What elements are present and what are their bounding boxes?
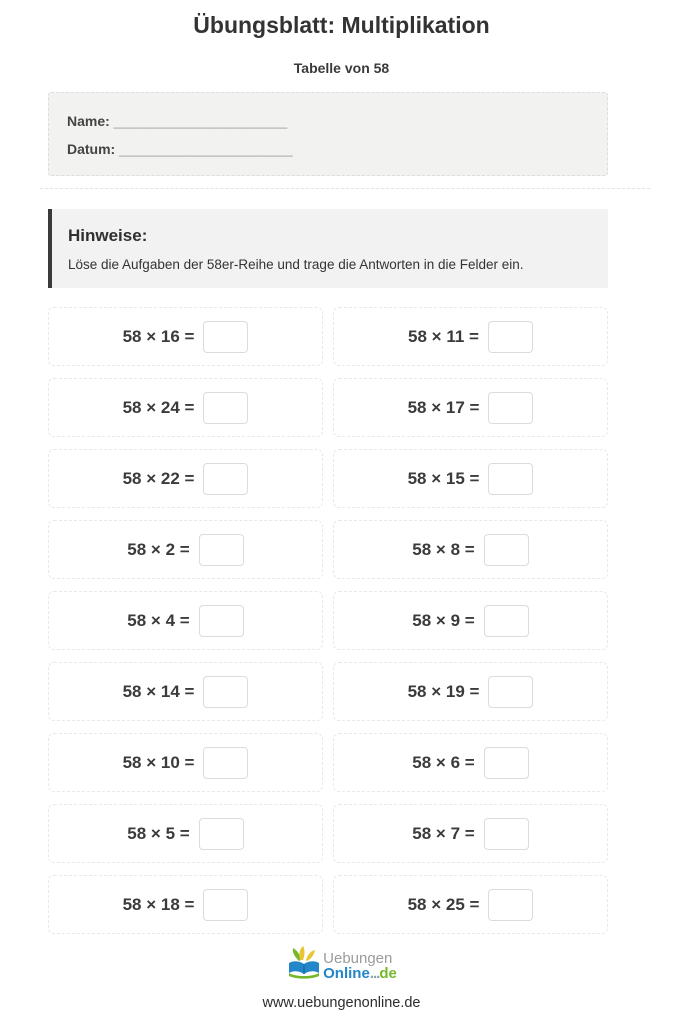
logo (286, 946, 397, 985)
logo-text (323, 951, 397, 981)
answer-input[interactable] (484, 534, 529, 566)
problem-text: 58 × 2 = (127, 539, 190, 559)
section-divider (40, 188, 650, 189)
problem-text: 58 × 16 = (122, 326, 195, 346)
problem-text: 58 × 22 = (122, 468, 195, 488)
problem-card (333, 378, 608, 437)
problem-card (48, 449, 323, 508)
problem-text: 58 × 6 = (412, 752, 475, 772)
problem-text: 58 × 10 = (122, 752, 195, 772)
problems-grid (48, 307, 608, 934)
footer (0, 946, 683, 1011)
problem-card (333, 591, 608, 650)
problem-card (333, 520, 608, 579)
answer-input[interactable] (199, 605, 244, 637)
problem-text: 58 × 18 = (122, 894, 195, 914)
page-subtitle: Tabelle von 58 (293, 60, 390, 76)
problem-card (333, 307, 608, 366)
problem-text: 58 × 4 = (127, 610, 190, 630)
hints-heading: Hinweise: (68, 226, 148, 245)
answer-input[interactable] (203, 321, 248, 353)
answer-input[interactable] (488, 321, 533, 353)
hints-instruction: Löse die Aufgaben der 58er-Reihe und trage die Antworten in die Felder ein. (68, 257, 524, 272)
answer-input[interactable] (488, 392, 533, 424)
problem-card (333, 733, 608, 792)
hints-box (48, 209, 608, 288)
logo-word-de: de (379, 964, 397, 982)
logo-dots: ... (369, 964, 380, 982)
problem-text: 58 × 19 = (407, 681, 480, 701)
answer-input[interactable] (203, 463, 248, 495)
content-column (48, 92, 608, 934)
problem-card (48, 591, 323, 650)
problem-card (48, 520, 323, 579)
answer-input[interactable] (203, 889, 248, 921)
problem-text: 58 × 9 = (412, 610, 475, 630)
answer-input[interactable] (199, 534, 244, 566)
date-label: Datum: (67, 141, 116, 157)
answer-input[interactable] (199, 818, 244, 850)
problem-text: 58 × 5 = (127, 823, 190, 843)
answer-input[interactable] (484, 747, 529, 779)
problem-text: 58 × 24 = (122, 397, 195, 417)
problem-text: 58 × 14 = (122, 681, 195, 701)
problem-card (48, 307, 323, 366)
name-row (67, 113, 589, 129)
logo-word-uebungen: Uebungen (323, 949, 393, 967)
problem-text: 58 × 15 = (407, 468, 480, 488)
date-row (67, 141, 589, 157)
answer-input[interactable] (488, 463, 533, 495)
problem-text: 58 × 25 = (407, 894, 480, 914)
problem-card (333, 662, 608, 721)
logo-word-online: Online (323, 964, 370, 982)
answer-input[interactable] (203, 747, 248, 779)
name-blank-line: ________________________ (113, 114, 288, 129)
open-book-icon (286, 946, 322, 985)
date-blank-line: ________________________ (119, 142, 293, 157)
problem-card (333, 804, 608, 863)
student-info-box (48, 92, 608, 176)
problem-card (333, 449, 608, 508)
problem-card (333, 875, 608, 934)
problem-card (48, 378, 323, 437)
problem-text: 58 × 7 = (412, 823, 475, 843)
answer-input[interactable] (488, 676, 533, 708)
answer-input[interactable] (484, 818, 529, 850)
answer-input[interactable] (203, 676, 248, 708)
answer-input[interactable] (203, 392, 248, 424)
problem-text: 58 × 11 = (408, 326, 479, 346)
problem-card (48, 733, 323, 792)
problem-text: 58 × 8 = (412, 539, 475, 559)
page-title: Übungsblatt: Multiplikation (193, 12, 490, 38)
problem-card (48, 804, 323, 863)
answer-input[interactable] (484, 605, 529, 637)
problem-card (48, 875, 323, 934)
problem-card (48, 662, 323, 721)
name-label: Name: (67, 113, 110, 129)
website-url: www.uebungenonline.de (262, 995, 421, 1011)
problem-text: 58 × 17 = (407, 397, 480, 417)
answer-input[interactable] (488, 889, 533, 921)
